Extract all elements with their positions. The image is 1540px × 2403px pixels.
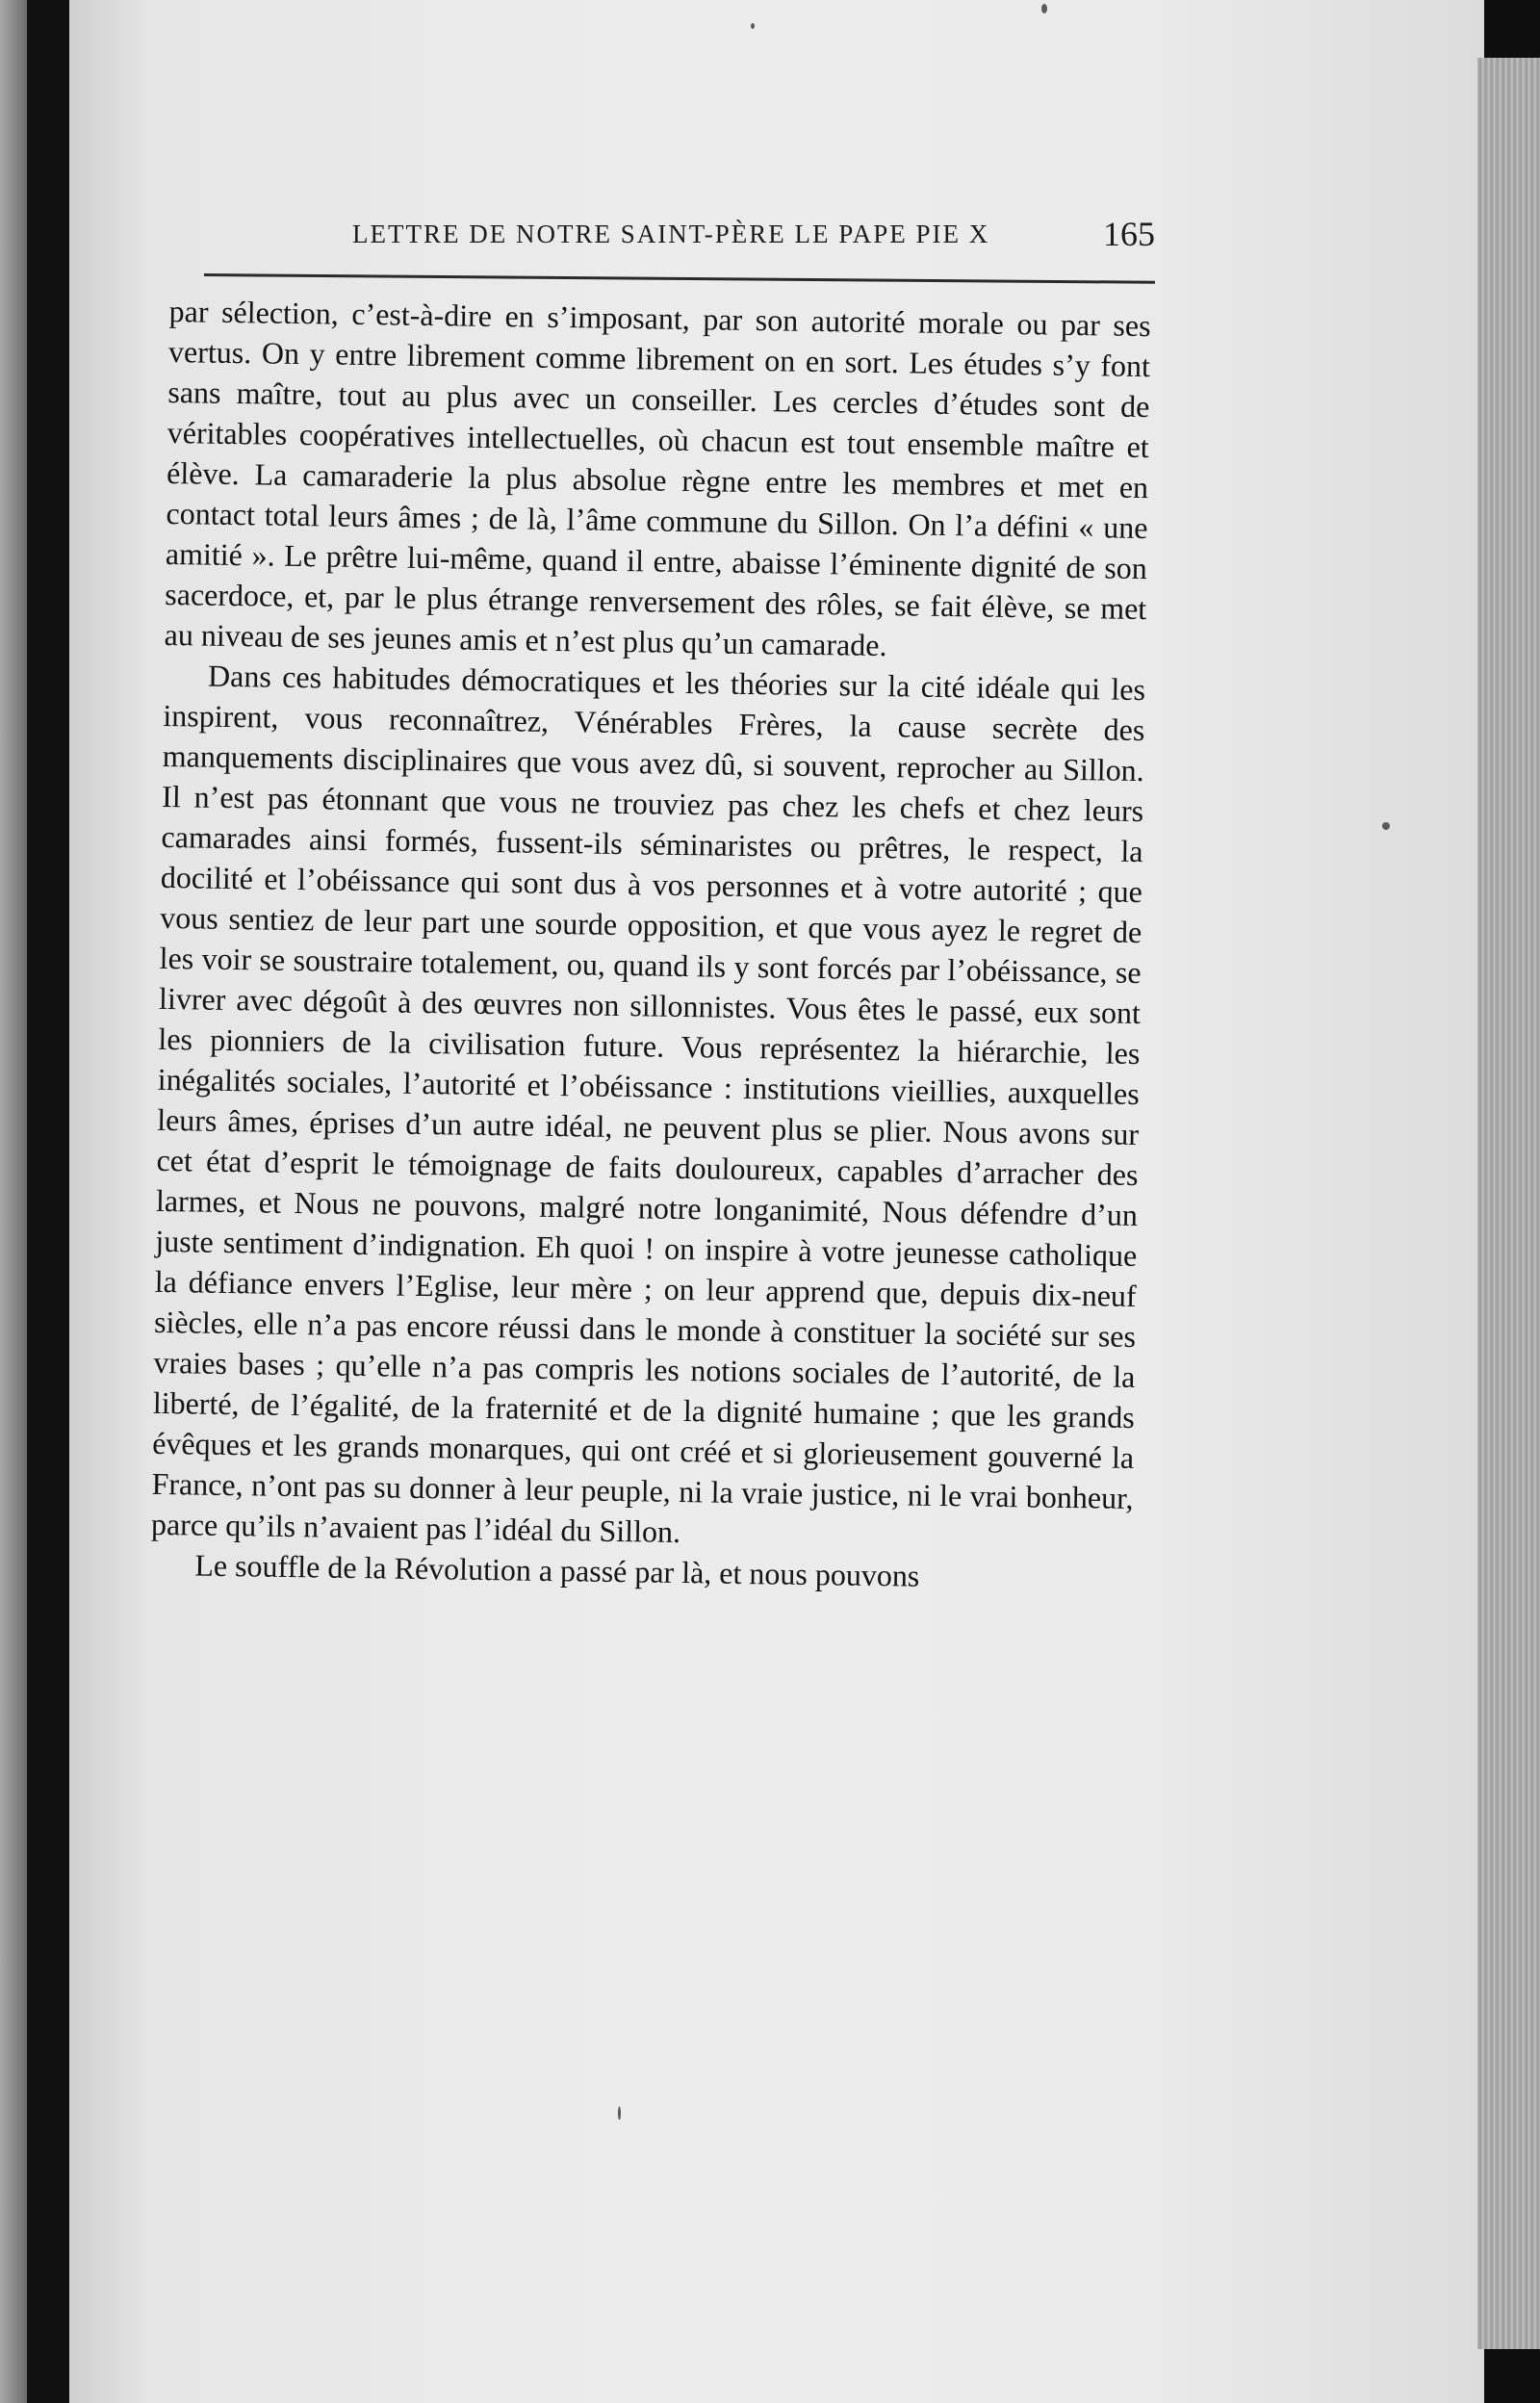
page-number: 165 [1103,215,1155,253]
scan-speck [1041,4,1047,13]
paragraph: par sélection, c’est-à-dire en s’imposant, par son autorité morale ou par ses vertus. On y entre librement comme librement on en sort. Les études s’y font sans maître, tout au plus avec un conseiller. Les cercles d’études sont de véritables coopératives intellectuelles, où chacun est tout ensemble maître et élève. La camaraderie la plus absolue règne entre les membres et met en contact total leurs âmes ; de là, l’âme commune du Sillon. On l’a défini « une amitié ». Le prêtre lui-même, quand il entre, abaisse l’éminente dignité de son sacerdoce, et, par le plus étrange renversement des rôles, se fait élève, se met au niveau de ses jeunes amis et n’est plus qu’un camarade. [164,293,1151,663]
running-head [208,215,1170,277]
body-text [150,291,1151,1599]
paragraph: Dans ces habitudes démocratiques et les théories sur la cité idéale qui les inspirent, vous reconnaîtrez, Vénérables Frères, la cause secrète des manquements disciplinaires que vous avez dû, si souvent, reprocher au Sillon. Il n’est pas étonnant que vous ne trouviez pas chez les chefs et chez leurs camarades ainsi formés, fussent-ils séminaristes ou prêtres, le respect, la docilité et l’obéissance qui sont dus à vos personnes et à votre autorité ; que vous sentiez de leur part une sourde opposition, et que vous ayez le regret de les voir se soustraire totalement, ou, quand ils y sont forcés par l’obéissance, se livrer avec dégoût à des œuvres non sillonnistes. Vous êtes le passé, eux sont les pionniers de la civilisation future. Vous représentez la hiérarchie, les inégalités sociales, l’autorité et l’obéissance : institutions vieillies, auxquelles leurs âmes, éprises d’un autre idéal, ne peuvent plus se plier. Nous avons sur cet état d’esprit le témoignage de faits douloureux, capables d’arracher des larmes, et Nous ne pouvons, malgré notre longanimité, Nous défendre d’un juste sentiment d’indignation. Eh quoi ! on inspire à votre jeunesse catholique la défiance envers l’Eglise, leur mère ; on leur apprend que, depuis dix-neuf siècles, elle n’a pas encore réussi dans le monde à constituer la société sur ses vraies bases ; qu’elle n’a pas compris les notions sociales de l’autorité, de la liberté, de l’égalité, de la fraternité et de la dignité humaine ; que les grands évêques et les grands monarques, qui ont créé et si glorieusement gouverné la France, n’ont pas su donner à leur peuple, ni la vraie justice, ni le vrai bonheur, parce qu’ils n’avaient pas l’idéal du Sillon. [150,658,1146,1550]
scan-margin [27,0,69,2403]
paragraph: Le souffle de la Révolution a passé par là, et nous pouvons [194,1547,920,1593]
scan-speck [1382,822,1390,830]
film-border-left [0,0,27,2403]
book-page-edges [1477,58,1540,2349]
running-head-title: LETTRE DE NOTRE SAINT-PÈRE LE PAPE PIE X [352,220,990,248]
scan-speck [618,2106,621,2120]
scan-speck [751,23,755,29]
